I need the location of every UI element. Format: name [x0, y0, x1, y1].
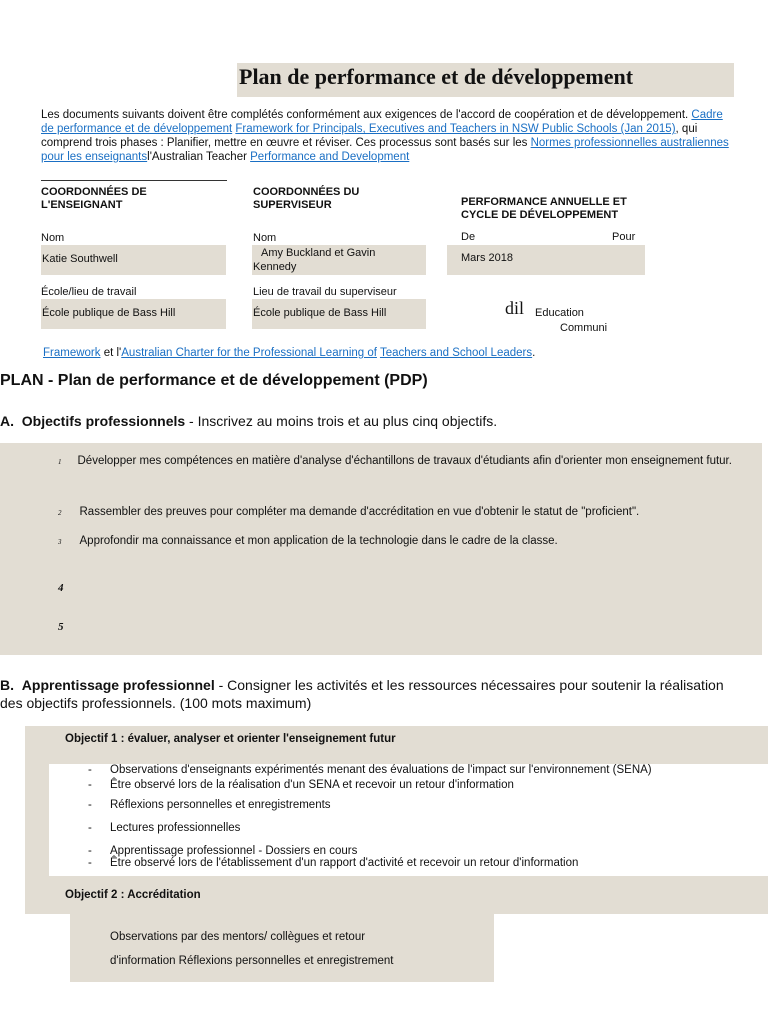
logo-mark: dil: [505, 298, 525, 318]
section-b-letter: B.: [0, 677, 14, 693]
section-b-title: Apprentissage professionnel: [21, 677, 215, 693]
school-label: École/lieu de travail: [41, 286, 137, 298]
goal-number-1: 1: [58, 458, 62, 466]
goal-text-1: Développer mes compétences en matière d'analyse d'échantillons de travaux d'étudiants afin d'orienter mon enseignement futur.: [77, 455, 732, 467]
objective-2-content-box: [70, 914, 494, 982]
charter-links-line: [43, 347, 535, 359]
supervisor-name-cell: [252, 245, 426, 275]
supervisor-details-heading: COORDONNÉES DU SUPERVISEUR: [253, 186, 360, 211]
list-item: [88, 845, 357, 857]
goal-number-2: 2: [58, 509, 62, 517]
page-title: Plan de performance et de développement: [239, 64, 634, 89]
link-teachers-school-leaders[interactable]: Teachers and School Leaders: [379, 347, 533, 359]
school-value: École publique de Bass Hill: [42, 307, 176, 319]
goals-box: [0, 443, 762, 655]
to-label: Pour: [612, 231, 636, 243]
teacher-name-label: Nom: [41, 232, 65, 244]
link-australian-charter[interactable]: Australian Charter for the Professional Learning of: [121, 347, 377, 359]
supervisor-name-label: Nom: [253, 232, 277, 244]
bullet-dash: -: [88, 779, 92, 791]
list-item-text: Être observé lors de la réalisation d'un SENA et recevoir un retour d'information: [110, 779, 514, 791]
section-b-instructions: - Consigner les activités et les ressources nécessaires pour soutenir la réalisation des objectifs professionnels. (100 mots maximum): [0, 677, 724, 711]
bullet-dash: -: [88, 845, 92, 857]
objective-1-header-box: [25, 726, 768, 764]
logo-line-2: Communi: [560, 322, 608, 331]
goal-number-3: 3: [58, 538, 62, 546]
cycle-heading: PERFORMANCE ANNUELLE ET CYCLE DE DÉVELOPPEMENT: [461, 196, 627, 221]
from-label: De: [461, 231, 476, 243]
list-item: [88, 822, 240, 834]
section-a-heading: [0, 413, 497, 429]
section-b-heading: [0, 676, 740, 712]
teacher-details-heading: COORDONNÉES DE L'ENSEIGNANT: [41, 186, 147, 211]
teacher-name-cell: [41, 245, 226, 275]
goal-text-3: Approfondir ma connaissance et mon application de la technologie dans le cadre de la classe.: [79, 535, 558, 547]
cycle-from-cell: [447, 245, 645, 275]
link-framework[interactable]: Framework: [43, 347, 101, 359]
list-item: [88, 799, 331, 811]
header-rule: [41, 180, 227, 181]
teacher-name-value: Katie Southwell: [42, 253, 118, 265]
list-item-text: Observations d'enseignants expérimentés menant des évaluations de l'impact sur l'environnement (SENA): [110, 764, 652, 776]
section-a-letter: A.: [0, 413, 14, 429]
supervisor-name-value: Amy Buckland et Gavin Kennedy: [253, 247, 376, 273]
goal-number-5: 5: [58, 621, 64, 633]
intro-text-4: l'Australian Teacher: [147, 151, 251, 163]
list-item: [88, 764, 652, 776]
list-item-text: Être observé lors de l'établissement d'un rapport d'activité et recevoir un retour d'information: [110, 857, 579, 869]
goal-item-1: [0, 454, 740, 469]
list-item-text: Lectures professionnelles: [110, 822, 241, 834]
intro-text-1: Les documents suivants doivent être complétés conformément aux exigences de l'accord de coopération et de développement.: [41, 109, 692, 121]
goal-text-2: Rassembler des preuves pour compléter ma demande d'accréditation en vue d'obtenir le statut de "proficient".: [79, 506, 640, 518]
list-item: [88, 779, 514, 791]
intro-text-3: , qui comprend trois phases : Planifier, mettre en œuvre et réviser. Ces processus sont basés sur les: [41, 123, 698, 149]
supervisor-workplace-cell: [252, 299, 426, 329]
link-framework-principals[interactable]: Framework for Principals, Executives and Teachers in NSW Public Schools (Jan 2015): [235, 123, 676, 135]
logo-line-1: Education: [535, 307, 584, 319]
department-logo: [505, 298, 625, 331]
objective-2-line-2: d'information Réflexions personnelles et enregistrement: [110, 955, 394, 967]
list-item: [88, 857, 578, 869]
objective-2-title: Objectif 2 : Accréditation: [65, 889, 201, 901]
bullet-dash: -: [88, 822, 92, 834]
link-cadre-performance[interactable]: Cadre de performance et de développement: [41, 109, 723, 135]
section-a-instructions: - Inscrivez au moins trois et au plus cinq objectifs.: [185, 413, 498, 429]
goal-item-3: [58, 535, 558, 547]
supervisor-workplace-value: École publique de Bass Hill: [253, 307, 387, 319]
bullet-dash: -: [88, 799, 92, 811]
links-text-1: et l': [100, 347, 122, 359]
objective-1-title: Objectif 1 : évaluer, analyser et orienter l'enseignement futur: [65, 733, 396, 745]
bullet-dash: -: [88, 764, 92, 776]
link-normes-professionnelles[interactable]: Normes professionnelles australiennes pour les enseignants: [41, 137, 729, 163]
intro-paragraph: [41, 108, 731, 164]
school-cell: [41, 299, 226, 329]
links-text-3: .: [532, 347, 536, 359]
bullet-dash: -: [88, 857, 92, 869]
section-a-title: Objectifs professionnels: [21, 413, 186, 429]
goal-item-2: [58, 506, 639, 518]
list-item-text: Apprentissage professionnel - Dossiers en cours: [110, 845, 358, 857]
goal-number-4: 4: [58, 582, 64, 594]
cycle-from-value: Mars 2018: [461, 252, 513, 264]
supervisor-workplace-label: Lieu de travail du superviseur: [253, 286, 397, 298]
objective-2-line-1: Observations par des mentors/ collègues et retour: [110, 931, 366, 943]
list-item-text: Réflexions personnelles et enregistrements: [110, 799, 331, 811]
plan-title: PLAN - Plan de performance et de développement (PDP): [0, 372, 428, 389]
objective-1-side-bar: [25, 764, 49, 876]
link-performance-development[interactable]: Performance and Development: [250, 151, 410, 163]
